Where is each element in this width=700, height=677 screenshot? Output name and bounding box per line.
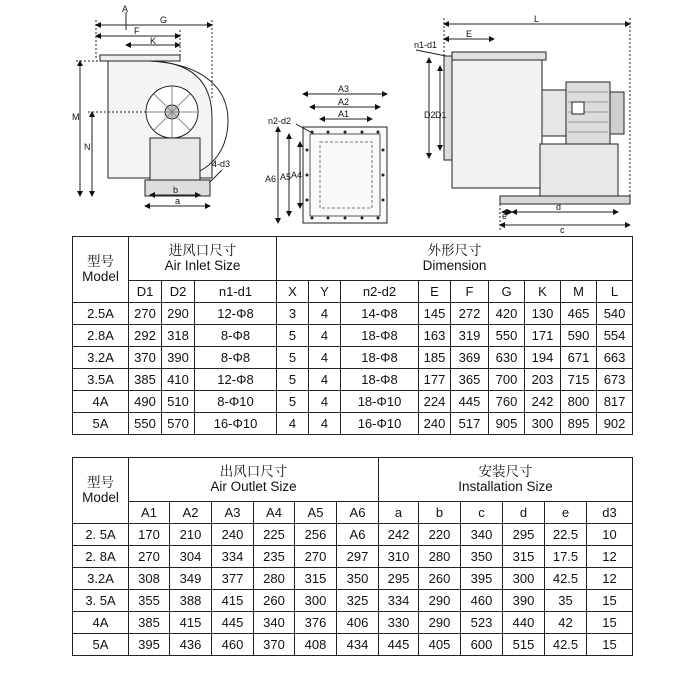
table-cell: 663 (597, 347, 633, 369)
table-cell: 290 (162, 303, 195, 325)
label-c: c (560, 225, 565, 235)
table-cell: 905 (489, 413, 525, 435)
label-A5: A5 (280, 172, 292, 182)
col-header: X (277, 281, 309, 303)
dimension-table-outlet (72, 457, 633, 656)
col-header: n2-d2 (341, 281, 419, 303)
col-header: e (545, 502, 587, 524)
label-A6: A6 (265, 174, 277, 184)
table-cell: 14-Φ8 (341, 303, 419, 325)
table-cell: 8-Φ10 (195, 391, 277, 413)
label-N: N (84, 142, 91, 152)
table-cell: 630 (489, 347, 525, 369)
col-header: d (503, 502, 545, 524)
table-cell: 390 (162, 347, 195, 369)
table-cell: 445 (451, 391, 489, 413)
table-cell: 15 (587, 634, 633, 656)
col-header: a (379, 502, 419, 524)
table-cell: 550 (489, 325, 525, 347)
table-row (73, 347, 633, 369)
col-header: d3 (587, 502, 633, 524)
model-cell: 3.2A (73, 568, 129, 590)
table-cell: 800 (561, 391, 597, 413)
col-header: n1-d1 (195, 281, 277, 303)
label-L: L (534, 14, 540, 24)
table-cell: 308 (129, 568, 170, 590)
label-G: G (160, 15, 168, 25)
label-D2: D2 (424, 110, 436, 120)
col-header: b (419, 502, 461, 524)
table-cell: 434 (337, 634, 379, 656)
table-cell: 18-Φ8 (341, 369, 419, 391)
table-cell: 5 (277, 391, 309, 413)
model-cell: 3. 5A (73, 590, 129, 612)
table-row (73, 634, 633, 656)
table-cell: 130 (525, 303, 561, 325)
table-cell: 319 (451, 325, 489, 347)
table-cell: 295 (503, 524, 545, 546)
table-cell: 350 (461, 546, 503, 568)
table-cell: 902 (597, 413, 633, 435)
table-cell: 369 (451, 347, 489, 369)
table-cell: 185 (419, 347, 451, 369)
table-cell: 35 (545, 590, 587, 612)
table-cell: 318 (162, 325, 195, 347)
side-view-drawing (416, 18, 630, 230)
dimension-header: 外形尺寸 Dimension (277, 237, 633, 281)
table-cell: 817 (597, 391, 633, 413)
table-cell: 334 (379, 590, 419, 612)
label-A3: A3 (338, 84, 350, 94)
label-K: K (150, 36, 157, 46)
table-cell: 280 (419, 546, 461, 568)
model-cell: 5A (73, 413, 129, 435)
table-cell: 515 (503, 634, 545, 656)
table-cell: 5 (277, 369, 309, 391)
table-cell: 18-Φ8 (341, 347, 419, 369)
table-cell: 18-Φ8 (341, 325, 419, 347)
table-cell: 895 (561, 413, 597, 435)
technical-drawings (0, 0, 700, 235)
col-header: D1 (129, 281, 162, 303)
table-cell: 12 (587, 546, 633, 568)
table-cell: 440 (503, 612, 545, 634)
table-cell: 410 (162, 369, 195, 391)
table-cell: 334 (212, 546, 254, 568)
table-cell: 242 (525, 391, 561, 413)
table-cell: 4 (309, 303, 341, 325)
table-cell: 290 (419, 590, 461, 612)
table-row (73, 546, 633, 568)
table-cell: 395 (461, 568, 503, 590)
table-cell: 406 (337, 612, 379, 634)
table-cell: 4 (277, 413, 309, 435)
table-cell: 225 (254, 524, 295, 546)
col-header: L (597, 281, 633, 303)
table-cell: 210 (170, 524, 212, 546)
label-A4: A4 (291, 170, 303, 180)
label-M: M (72, 112, 80, 122)
table-cell: 270 (295, 546, 337, 568)
col-header: A5 (295, 502, 337, 524)
table-row (73, 391, 633, 413)
label-a-dim: a (175, 196, 181, 206)
table-cell: 340 (461, 524, 503, 546)
table-cell: 436 (170, 634, 212, 656)
table-cell: 415 (212, 590, 254, 612)
table-cell: 242 (379, 524, 419, 546)
table-cell: 8-Φ8 (195, 347, 277, 369)
table-cell: 385 (129, 369, 162, 391)
table-cell: 145 (419, 303, 451, 325)
table-cell: 460 (461, 590, 503, 612)
col-header: A1 (129, 502, 170, 524)
table-cell: 300 (295, 590, 337, 612)
table-cell: 4 (309, 369, 341, 391)
table-cell: 12-Φ8 (195, 303, 277, 325)
model-header: 型号 Model (73, 458, 129, 524)
table-cell: 760 (489, 391, 525, 413)
table-cell: 3 (277, 303, 309, 325)
label-n1-d1: n1-d1 (414, 40, 438, 50)
label-e: e (502, 211, 508, 221)
table-cell: 315 (503, 546, 545, 568)
table-cell: 8-Φ8 (195, 325, 277, 347)
table-row (73, 369, 633, 391)
label-F: F (134, 26, 140, 36)
table-cell: 600 (461, 634, 503, 656)
table-cell: 17.5 (545, 546, 587, 568)
col-header: A3 (212, 502, 254, 524)
table-cell: 365 (451, 369, 489, 391)
table-cell: 240 (212, 524, 254, 546)
label-b: b (173, 185, 179, 195)
table-cell: 42 (545, 612, 587, 634)
model-cell: 3.5A (73, 369, 129, 391)
table-cell: 590 (561, 325, 597, 347)
table-cell: 340 (254, 612, 295, 634)
table-row (73, 303, 633, 325)
table-cell: 15 (587, 612, 633, 634)
table-row (73, 568, 633, 590)
table-cell: 297 (337, 546, 379, 568)
table-cell: 42.5 (545, 634, 587, 656)
table-cell: 5 (277, 325, 309, 347)
outlet-flange-drawing (278, 94, 387, 223)
label-A2: A2 (338, 97, 350, 107)
table-cell: 377 (212, 568, 254, 590)
table-cell: 260 (419, 568, 461, 590)
table-cell: 715 (561, 369, 597, 391)
table-cell: 388 (170, 590, 212, 612)
table-cell: 22.5 (545, 524, 587, 546)
label-4-d3: 4-d3 (212, 159, 231, 169)
col-header: F (451, 281, 489, 303)
table-cell: 194 (525, 347, 561, 369)
table-cell: 292 (129, 325, 162, 347)
table-cell: 203 (525, 369, 561, 391)
table-cell: 295 (379, 568, 419, 590)
model-cell: 3.2A (73, 347, 129, 369)
table-cell: 385 (129, 612, 170, 634)
table-cell: 15 (587, 590, 633, 612)
table-cell: 350 (337, 568, 379, 590)
table-cell: 554 (597, 325, 633, 347)
table-cell: 460 (212, 634, 254, 656)
table-cell: 370 (129, 347, 162, 369)
table-cell: 235 (254, 546, 295, 568)
model-cell: 2. 8A (73, 546, 129, 568)
table-cell: 4 (309, 325, 341, 347)
table-cell: 330 (379, 612, 419, 634)
table-cell: 12 (587, 568, 633, 590)
table-row (73, 590, 633, 612)
table-row (73, 612, 633, 634)
col-header: E (419, 281, 451, 303)
table-cell: 671 (561, 347, 597, 369)
model-cell: 2.8A (73, 325, 129, 347)
table-cell: 315 (295, 568, 337, 590)
table-cell: 355 (129, 590, 170, 612)
table-cell: 523 (461, 612, 503, 634)
model-cell: 4A (73, 391, 129, 413)
col-header: D2 (162, 281, 195, 303)
col-header: c (461, 502, 503, 524)
label-d: d (556, 202, 562, 212)
table-cell: 270 (129, 303, 162, 325)
table-cell: 18-Φ10 (341, 391, 419, 413)
model-cell: 4A (73, 612, 129, 634)
table-cell: 370 (254, 634, 295, 656)
label-E: E (466, 29, 473, 39)
table-cell: 310 (379, 546, 419, 568)
table-cell: 700 (489, 369, 525, 391)
table-cell: 673 (597, 369, 633, 391)
table-cell: 540 (597, 303, 633, 325)
inlet-table-body (73, 303, 633, 435)
model-header: 型号 Model (73, 237, 129, 303)
table-cell: 12-Φ8 (195, 369, 277, 391)
table-cell: 325 (337, 590, 379, 612)
table-cell: 4 (309, 391, 341, 413)
table-cell: 405 (419, 634, 461, 656)
table-cell: 349 (170, 568, 212, 590)
table-cell: 224 (419, 391, 451, 413)
table-cell: 240 (419, 413, 451, 435)
table-cell: 465 (561, 303, 597, 325)
table-cell: 550 (129, 413, 162, 435)
col-header: K (525, 281, 561, 303)
table-cell: 4 (309, 347, 341, 369)
table-cell: 510 (162, 391, 195, 413)
label-A1: A1 (338, 109, 350, 119)
table-cell: 177 (419, 369, 451, 391)
table-cell: 390 (503, 590, 545, 612)
dimension-table-inlet (72, 236, 633, 435)
table-cell: 220 (419, 524, 461, 546)
col-header: A4 (254, 502, 295, 524)
table-cell: A6 (337, 524, 379, 546)
outlet-table-body (73, 524, 633, 656)
table-cell: 408 (295, 634, 337, 656)
table-cell: 16-Φ10 (341, 413, 419, 435)
model-cell: 5A (73, 634, 129, 656)
table-cell: 171 (525, 325, 561, 347)
table-row (73, 413, 633, 435)
table-cell: 376 (295, 612, 337, 634)
table-cell: 5 (277, 347, 309, 369)
table-cell: 300 (503, 568, 545, 590)
table-cell: 270 (129, 546, 170, 568)
col-header: M (561, 281, 597, 303)
table-cell: 170 (129, 524, 170, 546)
label-D1: D1 (435, 110, 447, 120)
col-header: A6 (337, 502, 379, 524)
air-outlet-size-header: 出风口尺寸 Air Outlet Size (129, 458, 379, 502)
table-cell: 490 (129, 391, 162, 413)
table-row (73, 524, 633, 546)
air-inlet-size-header: 进风口尺寸 Air Inlet Size (129, 237, 277, 281)
table-cell: 445 (379, 634, 419, 656)
col-header: A2 (170, 502, 212, 524)
table-cell: 570 (162, 413, 195, 435)
table-cell: 445 (212, 612, 254, 634)
label-n2-d2: n2-d2 (268, 116, 292, 126)
table-cell: 10 (587, 524, 633, 546)
label-A: A (122, 4, 129, 14)
table-cell: 304 (170, 546, 212, 568)
table-cell: 272 (451, 303, 489, 325)
table-cell: 415 (170, 612, 212, 634)
table-cell: 517 (451, 413, 489, 435)
table-cell: 420 (489, 303, 525, 325)
table-cell: 16-Φ10 (195, 413, 277, 435)
table-cell: 4 (309, 413, 341, 435)
model-cell: 2. 5A (73, 524, 129, 546)
table-cell: 163 (419, 325, 451, 347)
table-cell: 280 (254, 568, 295, 590)
col-header: G (489, 281, 525, 303)
table-cell: 260 (254, 590, 295, 612)
col-header: Y (309, 281, 341, 303)
table-row (73, 325, 633, 347)
installation-size-header: 安装尺寸 Installation Size (379, 458, 633, 502)
table-cell: 256 (295, 524, 337, 546)
table-cell: 290 (419, 612, 461, 634)
table-cell: 395 (129, 634, 170, 656)
table-cell: 42.5 (545, 568, 587, 590)
table-cell: 300 (525, 413, 561, 435)
model-cell: 2.5A (73, 303, 129, 325)
